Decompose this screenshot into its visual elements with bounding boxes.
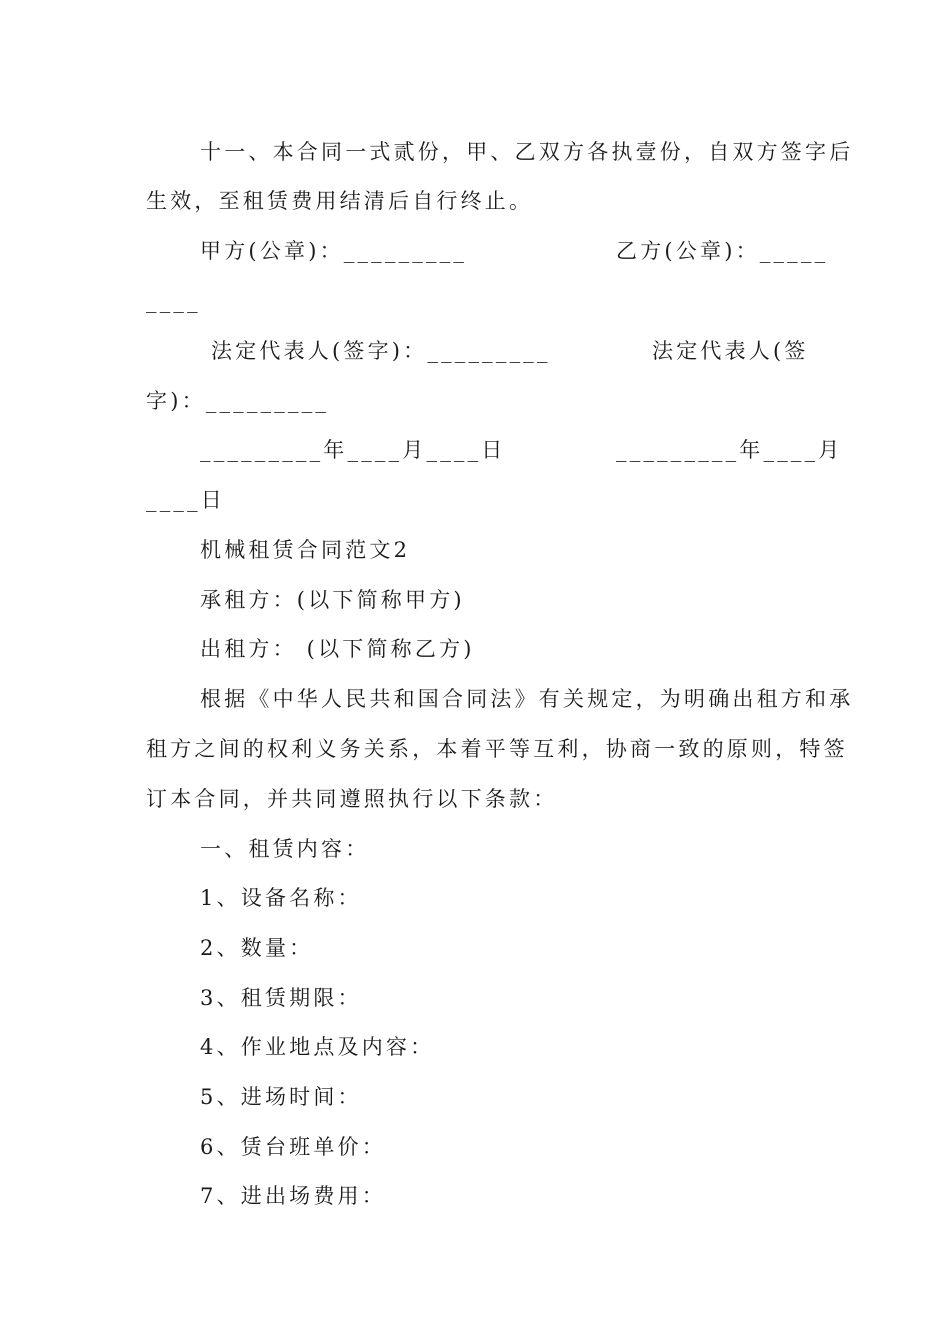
lessor-line: 出租方： (以下简称乙方)	[200, 637, 475, 661]
legal-rep-b-field-line-1: 法定代表人(签	[652, 339, 809, 363]
party-a-seal-field: 甲方(公章)：_________	[200, 239, 468, 263]
list-item: 2、数量：	[200, 936, 314, 960]
legal-rep-a-field: 法定代表人(签字)：_________	[211, 339, 551, 363]
lessee-line: 承租方：(以下简称甲方)	[200, 588, 465, 612]
preamble-line-2: 租方之间的权利义务关系，本着平等互利，协商一致的原则，特签	[146, 737, 848, 761]
list-item: 5、进场时间：	[200, 1085, 362, 1109]
preamble-line-1: 根据《中华人民共和国合同法》有关规定，为明确出租方和承	[200, 687, 854, 711]
list-item: 6、赁台班单价：	[200, 1135, 386, 1159]
list-item: 7、进出场费用：	[200, 1184, 386, 1208]
clause-11-line-1: 十一、本合同一式贰份，甲、乙双方各执壹份，自双方签字后	[200, 140, 854, 164]
template-2-title: 机械租赁合同范文2	[200, 538, 411, 562]
list-item: 3、租赁期限：	[200, 986, 362, 1010]
legal-rep-b-field-line-2: 字)：_________	[146, 389, 330, 413]
section-1-title: 一、租赁内容：	[200, 837, 370, 861]
party-b-seal-field: 乙方(公章)：_____	[616, 239, 829, 263]
party-b-seal-field-cont: ____	[146, 289, 201, 313]
date-a-field: _________年____月____日	[200, 438, 506, 462]
preamble-line-3: 订本合同，并共同遵照执行以下条款：	[146, 787, 558, 811]
date-b-field-line-1: _________年____月	[616, 438, 843, 462]
clause-11-line-2: 生效，至租赁费用结清后自行终止。	[146, 189, 534, 213]
date-b-field-line-2: ____日	[146, 488, 225, 512]
list-item: 4、作业地点及内容：	[200, 1035, 435, 1059]
list-item: 1、设备名称：	[200, 886, 362, 910]
